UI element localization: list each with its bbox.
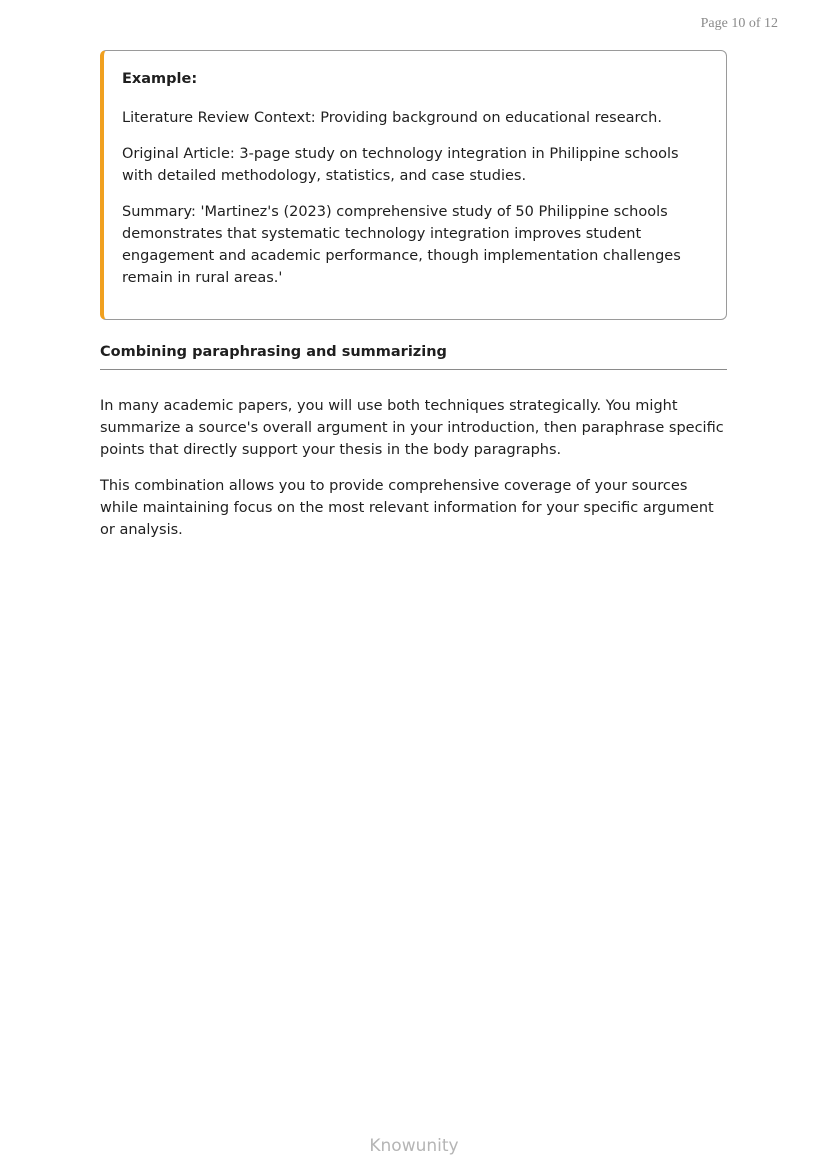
example-original-article: Original Article: 3-page study on technology integration in Philippine schools with detailed methodology, statistics, and case studies. <box>122 146 679 184</box>
footer-brand-watermark: Knowunity <box>369 1136 459 1156</box>
section-body <box>100 395 727 555</box>
page-number: Page 10 of 12 <box>700 16 778 31</box>
example-title: Example: <box>122 71 198 87</box>
body-paragraph: In many academic papers, you will use both techniques strategically. You might summarize a source's overall argument in your introduction, then paraphrase specific points that directly support your thesis in the body paragraphs. <box>100 398 724 458</box>
section-heading: Combining paraphrasing and summarizing <box>100 344 727 370</box>
example-summary: Summary: 'Martinez's (2023) comprehensive study of 50 Philippine schools demonstrates that systematic technology integration improves student engagement and academic performance, though implementation challenges remain in rural areas.' <box>122 204 681 286</box>
example-context: Literature Review Context: Providing background on educational research. <box>122 110 662 126</box>
body-paragraph: This combination allows you to provide comprehensive coverage of your sources while maintaining focus on the most relevant information for your specific argument or analysis. <box>100 478 714 538</box>
example-box <box>100 50 727 320</box>
